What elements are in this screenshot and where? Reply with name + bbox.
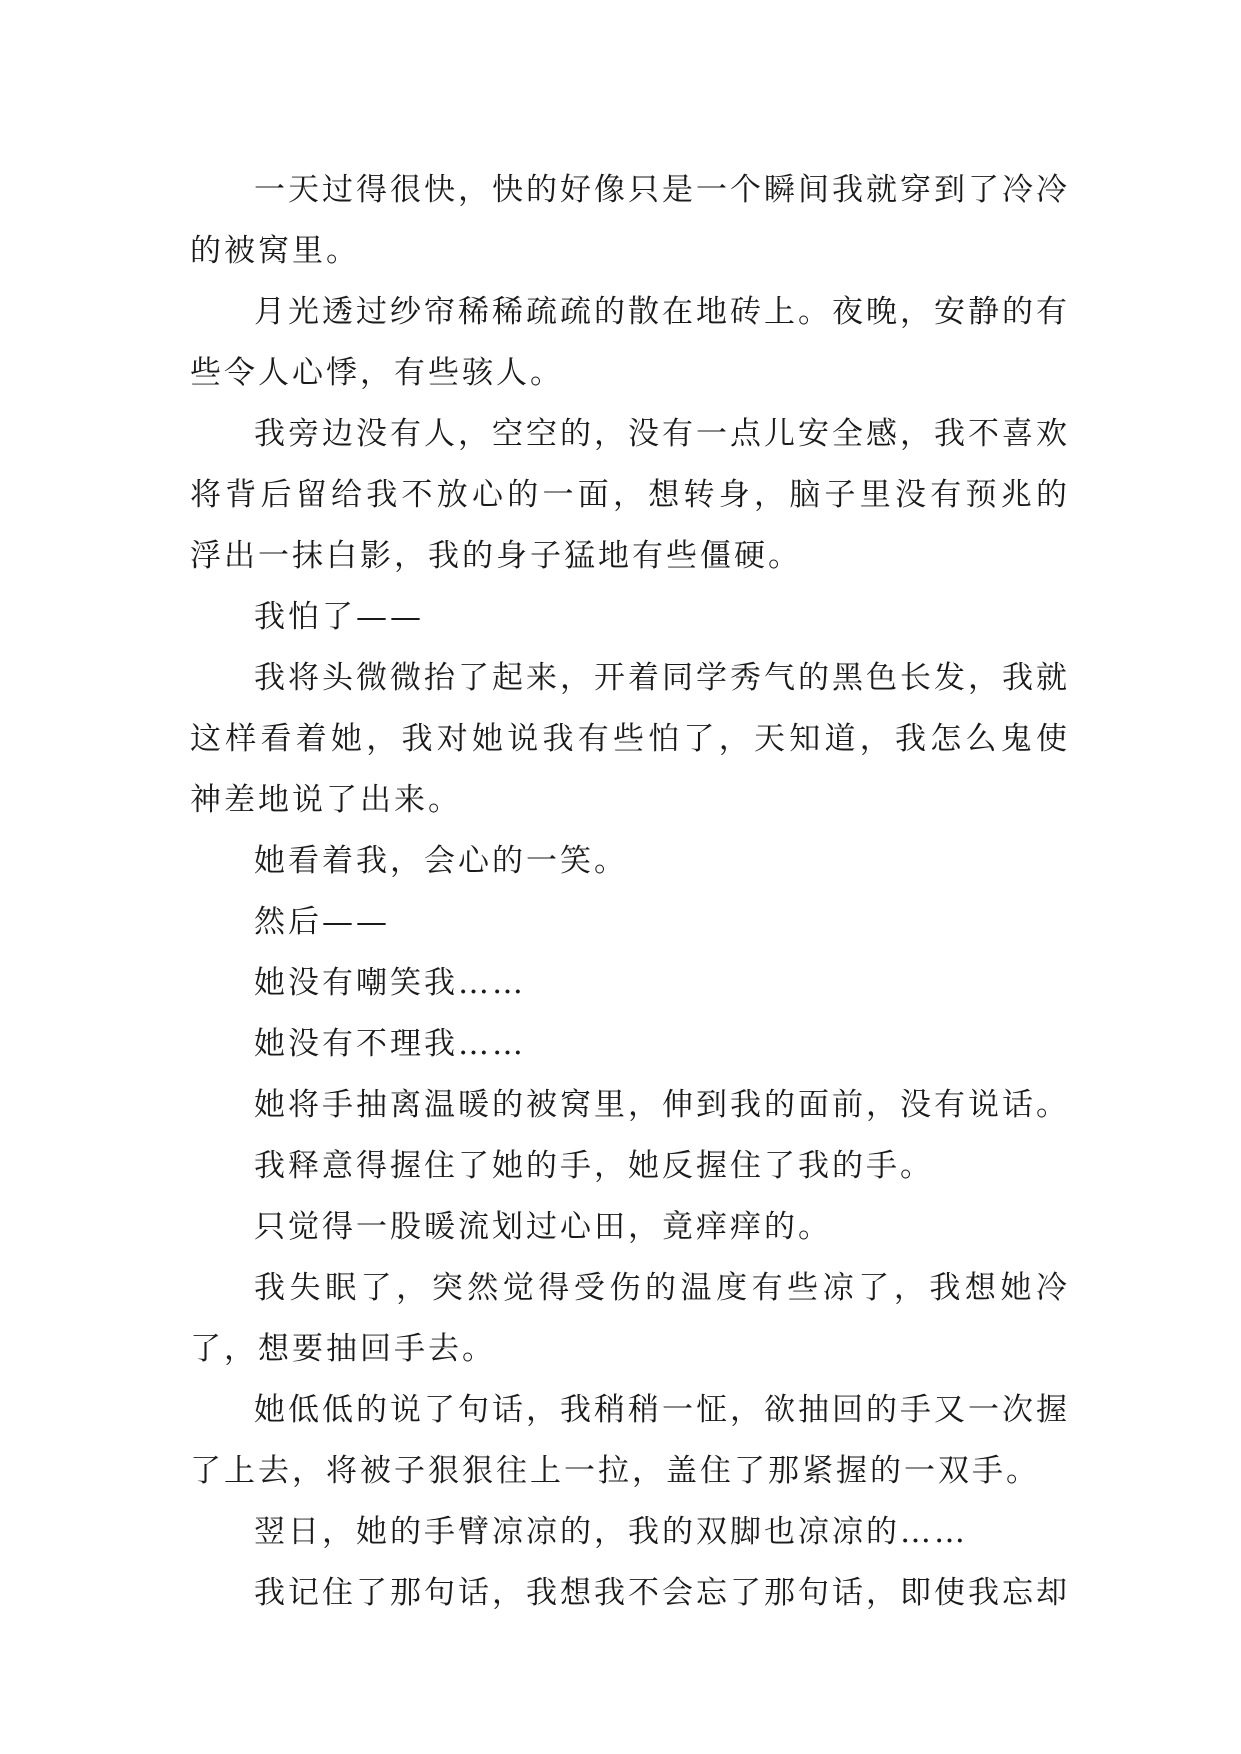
paragraph: 月光透过纱帘稀稀疏疏的散在地砖上。夜晚，安静的有些令人心悸，有些骇人。 [190,294,1070,391]
paragraph: 我记住了那句话，我想我不会忘了那句话，即使我忘却 [254,1575,1070,1611]
document-body [190,160,1070,1624]
paragraph: 我怕了—— [254,599,424,635]
paragraph: 我旁边没有人，空空的，没有一点儿安全感，我不喜欢将背后留给我不放心的一面，想转身，脑子里没有预兆的浮出一抹白影，我的身子猛地有些僵硬。 [190,416,1070,574]
paragraph: 她没有不理我…… [254,1026,526,1062]
paragraph: 她低低的说了句话，我稍稍一怔，欲抽回的手又一次握了上去，将被子狠狠往上一拉，盖住了那紧握的一双手。 [190,1392,1070,1489]
paragraph: 她看着我，会心的一笑。 [254,843,628,879]
paragraph: 一天过得很快，快的好像只是一个瞬间我就穿到了冷冷的被窝里。 [190,172,1070,269]
paragraph: 翌日，她的手臂凉凉的，我的双脚也凉凉的…… [254,1514,968,1550]
paragraph: 只觉得一股暖流划过心田，竟痒痒的。 [254,1209,832,1245]
paragraph: 她没有嘲笑我…… [254,965,526,1001]
paragraph: 我将头微微抬了起来，开着同学秀气的黑色长发，我就这样看着她，我对她说我有些怕了，天知道，我怎么鬼使神差地说了出来。 [190,660,1070,818]
paragraph: 她将手抽离温暖的被窝里，伸到我的面前，没有说话。 [254,1087,1070,1123]
paragraph: 我失眠了，突然觉得受伤的温度有些凉了，我想她冷了，想要抽回手去。 [190,1270,1070,1367]
paragraph: 我释意得握住了她的手，她反握住了我的手。 [254,1148,934,1184]
paragraph: 然后—— [254,904,390,940]
